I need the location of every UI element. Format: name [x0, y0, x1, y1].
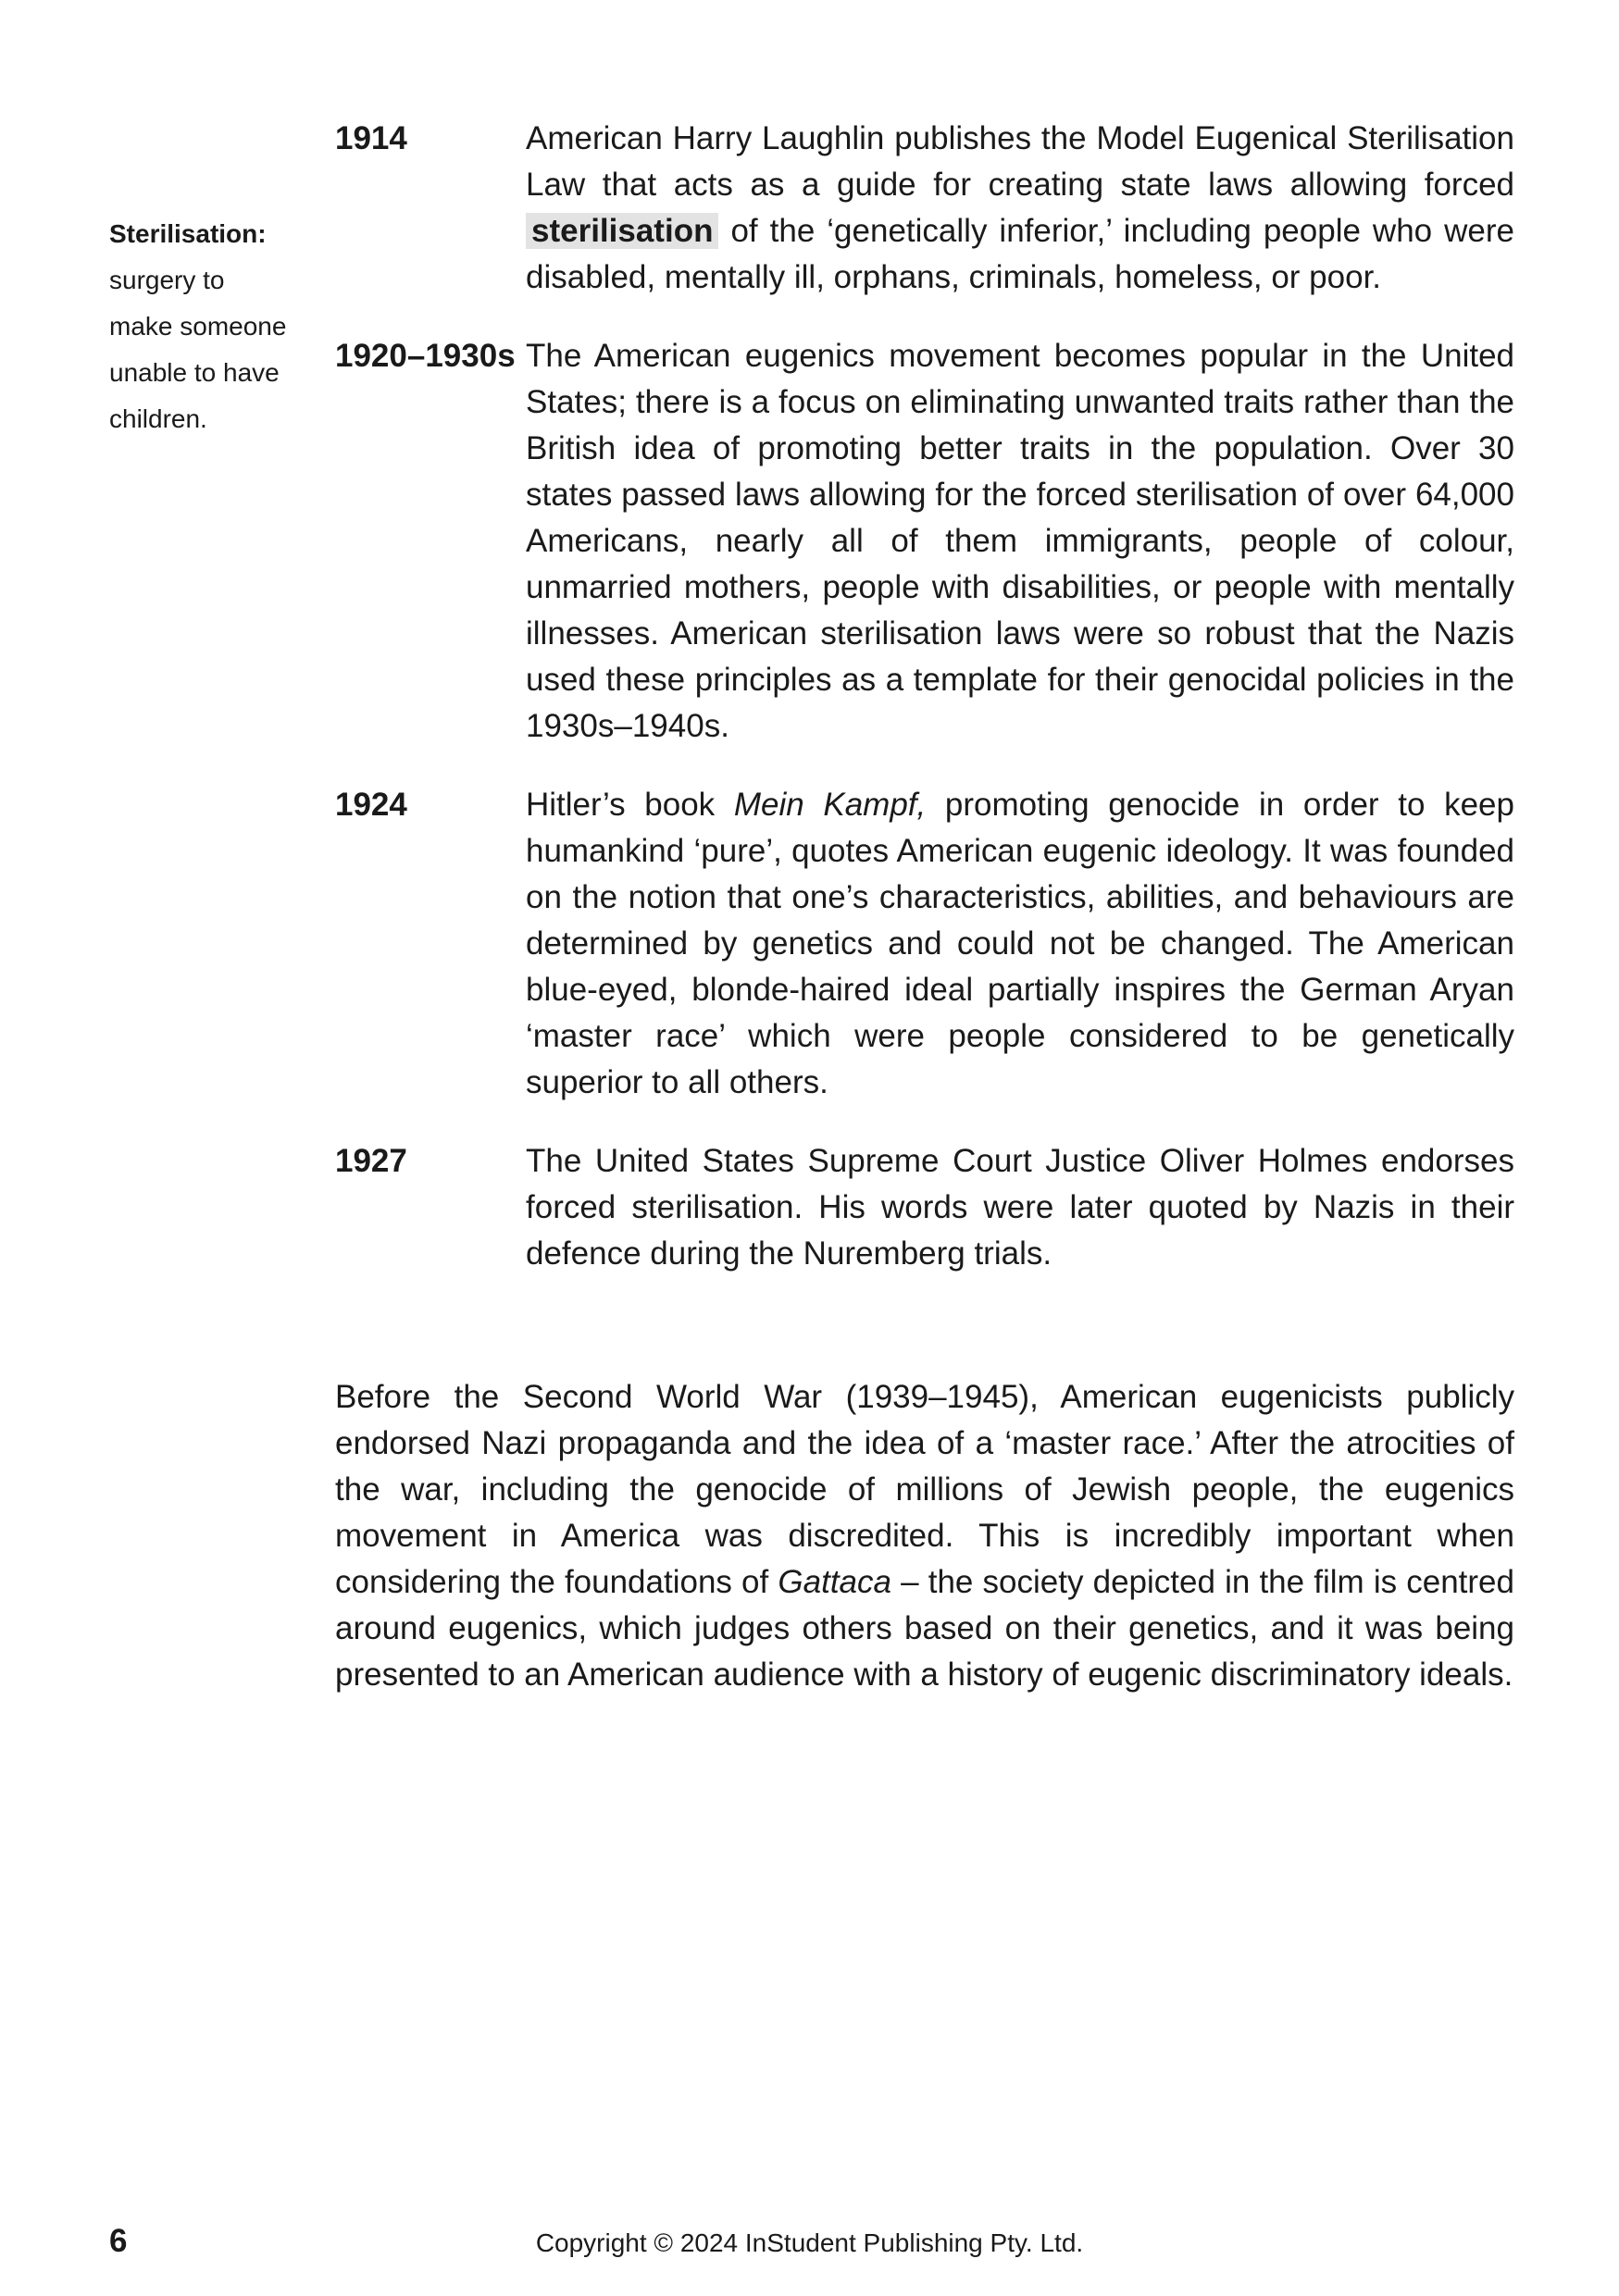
- film-title: Gattaca: [778, 1564, 891, 1600]
- timeline: [335, 116, 1514, 1309]
- glossary-definition-line: surgery to: [109, 266, 225, 294]
- page-number: 6: [109, 2223, 128, 2259]
- copyright-footer: Copyright © 2024 InStudent Publishing Pty. Ltd.: [535, 2228, 1084, 2257]
- timeline-entry-1927: [335, 1138, 1514, 1277]
- timeline-entry-1924: [335, 782, 1514, 1106]
- timeline-text-part: Hitler’s book: [526, 787, 734, 823]
- timeline-year: 1920–1930s: [335, 338, 516, 374]
- paragraph-text-part: Before the Second World War (1939–1945), American eugenicists publicly endorsed Nazi propaganda and the idea of a ‘master race.’ After the atrocities of the war, including the genocide of millions of Jewish people, the eugenics movement in America was discredited. This is incredibly important when considering the foundations of: [335, 1379, 1514, 1600]
- glossary-highlight-term: sterilisation: [526, 213, 718, 249]
- timeline-entry-1914: [335, 116, 1514, 301]
- timeline-entry-1920-1930s: [335, 333, 1514, 750]
- paragraph-text-part: – the society depicted in the film is centred around eugenics, which judges others based on their genetics, and it was being presented to an American audience with a history of eugenic discriminatory ideals.: [335, 1564, 1514, 1693]
- book-title: Mein Kampf,: [733, 787, 927, 823]
- timeline-year: 1927: [335, 1143, 407, 1179]
- body-paragraph: [335, 1374, 1514, 1698]
- timeline-text: The American eugenics movement becomes popular in the United States; there is a focus on eliminating unwanted traits rather than the British idea of promoting better traits in the population. Over 30 states passed laws allowing for the forced sterilisation of over 64,000 Americans, nearly all of them immigrants, people of colour, unmarried mothers, people with disabilities, or people with mentally illnesses. American sterilisation laws were so robust that the Nazis used these principles as a template for their genocidal policies in the 1930s–1940s.: [526, 338, 1514, 744]
- timeline-year: 1924: [335, 787, 407, 823]
- timeline-text-part: of the ‘genetically inferior,’ including people who were disabled, mentally ill, orphans, criminals, homeless, or poor.: [526, 213, 1514, 295]
- timeline-text: [526, 782, 1514, 1106]
- glossary-term: Sterilisation:: [109, 219, 267, 248]
- glossary-definition-line: make someone: [109, 312, 287, 341]
- glossary-definition-line: children.: [109, 404, 207, 433]
- glossary-note: [109, 211, 331, 442]
- glossary-definition-line: unable to have: [109, 358, 280, 387]
- timeline-text-part: American Harry Laughlin publishes the Model Eugenical Sterilisation Law that acts as a guide for creating state laws allowing forced: [526, 120, 1514, 203]
- timeline-text: The United States Supreme Court Justice Oliver Holmes endorses forced sterilisation. His words were later quoted by Nazis in their defence during the Nuremberg trials.: [526, 1143, 1514, 1272]
- timeline-year: 1914: [335, 120, 407, 156]
- timeline-text-part: promoting genocide in order to keep humankind ‘pure’, quotes American eugenic ideology. It was founded on the notion that one’s characteristics, abilities, and behaviours are determined by genetics and could not be changed. The American blue-eyed, blonde-haired ideal partially inspires the German Aryan ‘master race’ which were people considered to be genetically superior to all others.: [526, 787, 1514, 1100]
- timeline-text: [526, 116, 1514, 301]
